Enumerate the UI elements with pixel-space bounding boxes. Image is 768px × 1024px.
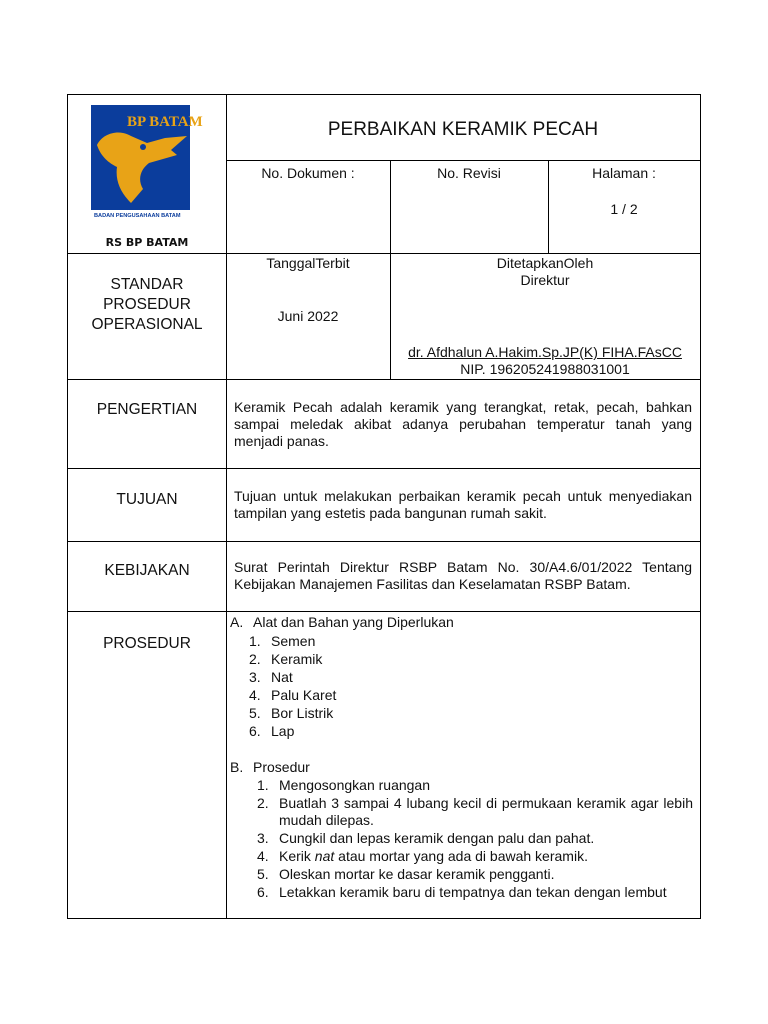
column-divider: [226, 95, 227, 918]
bp-batam-logo: [91, 105, 203, 220]
row-divider: [226, 160, 700, 161]
list-item-text: Nat: [271, 669, 293, 685]
logo-brand-text: BP BATAM: [127, 114, 203, 130]
issue-date-value: Juni 2022: [277, 308, 339, 324]
approved-by-label: DitetapkanOleh: [496, 255, 594, 271]
list-item-text: Mengosongkan ruangan: [279, 777, 431, 793]
row-divider: [68, 611, 700, 612]
list-item-text: Bor Listrik: [271, 705, 334, 721]
sop-label-line-2: PROSEDUR: [103, 296, 191, 313]
row-divider: [68, 541, 700, 542]
issue-date-label: TanggalTerbit: [266, 255, 350, 271]
logo-eye: [140, 144, 146, 150]
hospital-name: RS BP BATAM: [105, 236, 189, 249]
part-b-title: Prosedur: [253, 759, 310, 775]
list-item-number: 4.: [249, 687, 261, 703]
kebijakan-label: KEBIJAKAN: [104, 562, 190, 579]
pengertian-text: Keramik Pecah adalah keramik yang terangkat, retak, pecah, bahkan sampai meledak akibat adanya perubahan temperatur tanah yang menjadi panas.: [234, 399, 692, 449]
row-divider: [68, 468, 700, 469]
list-item-number: 6.: [257, 884, 269, 900]
list-item-text: Oleskan mortar ke dasar keramik pengganti.: [279, 866, 555, 882]
signer-name: dr. Afdhalun A.Hakim.Sp.JP(K) FIHA.FAsCC: [408, 344, 682, 360]
prosedur-label: PROSEDUR: [103, 635, 191, 652]
part-b-marker: B.: [230, 759, 244, 775]
list-item-number: 1.: [257, 777, 269, 793]
tujuan-label: TUJUAN: [116, 491, 178, 508]
kebijakan-text: Surat Perintah Direktur RSBP Batam No. 30/A4.6/01/2022 Tentang Kebijakan Manajemen Fasilitas dan Keselamatan RSBP Batam.: [234, 559, 692, 592]
list-item-text: Letakkan keramik baru di tempatnya dan tekan dengan lembut: [279, 884, 667, 900]
list-item-text: Semen: [271, 633, 316, 649]
document-title: PERBAIKAN KERAMIK PECAH: [327, 119, 599, 140]
list-item-text: Cungkil dan lepas keramik dengan palu dan pahat.: [279, 830, 595, 846]
row-divider: [68, 253, 700, 254]
signer-nip: NIP. 196205241988031001: [460, 361, 630, 377]
document-number-label: No. Dokumen :: [261, 165, 355, 181]
list-item-text: Palu Karet: [271, 687, 337, 703]
part-a-marker: A.: [230, 614, 244, 630]
page-label: Halaman :: [592, 165, 656, 181]
sop-label-line-1: STANDAR: [110, 276, 184, 293]
pengertian-label: PENGERTIAN: [96, 401, 198, 418]
list-item-number: 5.: [257, 866, 269, 882]
list-item-number: 1.: [249, 633, 261, 649]
list-item-text: Keramik: [271, 651, 323, 667]
sop-label-line-3: OPERASIONAL: [91, 316, 203, 333]
list-item-text: Buatlah 3 sampai 4 lubang kecil di permukaan keramik agar lebih mudah dilepas.: [279, 795, 693, 828]
list-item-number: 3.: [257, 830, 269, 846]
list-item-number: 4.: [257, 848, 269, 864]
list-item-number: 6.: [249, 723, 261, 739]
logo-caption: BADAN PENGUSAHAAN BATAM: [94, 213, 181, 219]
list-item-text: Lap: [271, 723, 295, 739]
list-item-number: 5.: [249, 705, 261, 721]
row-divider: [68, 379, 700, 380]
list-item-text-part: atau mortar yang ada di bawah keramik.: [334, 848, 588, 864]
list-item-number: 3.: [249, 669, 261, 685]
list-item-text: [279, 848, 588, 865]
approved-by-role: Direktur: [520, 272, 570, 288]
list-item-number: 2.: [249, 651, 261, 667]
list-item-text-part: Kerik: [279, 848, 315, 864]
list-item-number: 2.: [257, 795, 269, 811]
revision-number-label: No. Revisi: [437, 165, 501, 181]
part-a-title: Alat dan Bahan yang Diperlukan: [253, 614, 454, 630]
tujuan-text: Tujuan untuk melakukan perbaikan keramik pecah untuk menyediakan tampilan yang estetis pada bangunan rumah sakit.: [234, 488, 692, 521]
list-item-text-emphasis: nat: [314, 848, 335, 864]
page-value: 1 / 2: [610, 201, 638, 217]
sop-label: [68, 275, 226, 335]
sop-document: [67, 94, 701, 919]
